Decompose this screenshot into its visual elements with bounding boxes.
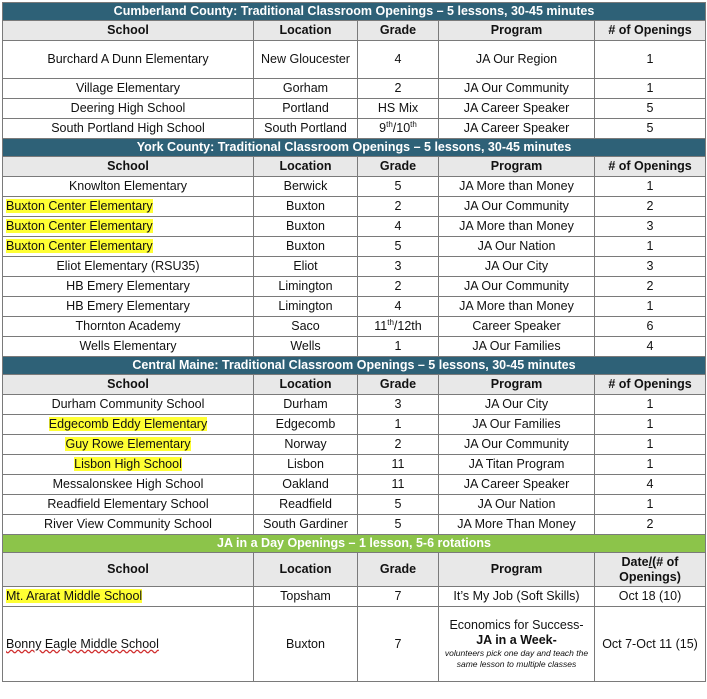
grade-cell: 5 [358, 237, 439, 257]
school-cell [3, 217, 254, 237]
program-cell: JA Our Community [439, 435, 595, 455]
central-section-header [3, 357, 706, 375]
table-row [3, 177, 706, 197]
grade-cell: 11 [358, 455, 439, 475]
openings-cell: Oct 7-Oct 11 (15) [595, 607, 706, 682]
program-cell: JA Our Nation [439, 237, 595, 257]
table-row [3, 435, 706, 455]
highlighted-school: Edgecomb Eddy Elementary [48, 417, 208, 431]
column-header-row [3, 375, 706, 395]
grade-part: /12th [393, 319, 422, 333]
location-cell: Durham [254, 395, 358, 415]
grade-cell: 4 [358, 217, 439, 237]
location-cell: Gorham [254, 79, 358, 99]
openings-cell: 3 [595, 217, 706, 237]
school-cell [3, 587, 254, 607]
program-cell: JA More than Money [439, 297, 595, 317]
grade-cell: 2 [358, 79, 439, 99]
location-cell: Oakland [254, 475, 358, 495]
program-cell: JA Our City [439, 395, 595, 415]
school-cell: Knowlton Elementary [3, 177, 254, 197]
openings-cell: 1 [595, 495, 706, 515]
openings-cell: 1 [595, 435, 706, 455]
grade-header: Grade [358, 553, 439, 587]
table-row [3, 475, 706, 495]
school-cell: Messalonskee High School [3, 475, 254, 495]
table-row [3, 257, 706, 277]
program-cell: JA Our Families [439, 337, 595, 357]
location-cell: Berwick [254, 177, 358, 197]
grade-part: /10 [392, 121, 411, 135]
location-header: Location [254, 553, 358, 587]
program-cell: JA Our Region [439, 41, 595, 79]
table-row [3, 455, 706, 475]
openings-header: # of Openings [595, 375, 706, 395]
column-header-row [3, 21, 706, 41]
date-openings-header [595, 553, 706, 587]
openings-cell: 6 [595, 317, 706, 337]
program-cell: JA Our Community [439, 79, 595, 99]
location-cell: Buxton [254, 607, 358, 682]
grade-cell: 2 [358, 435, 439, 455]
table-row [3, 607, 706, 682]
york-section-header [3, 139, 706, 157]
table-row [3, 197, 706, 217]
program-cell: JA Our Families [439, 415, 595, 435]
location-header: Location [254, 157, 358, 177]
york-title: York County: Traditional Classroom Openings – 5 lessons, 30-45 minutes [3, 139, 706, 157]
program-cell: Career Speaker [439, 317, 595, 337]
grade-sup: th [410, 119, 417, 129]
grade-sup: th [387, 317, 394, 327]
location-cell: Edgecomb [254, 415, 358, 435]
openings-cell: 2 [595, 197, 706, 217]
program-cell [439, 607, 595, 682]
openings-cell: 1 [595, 237, 706, 257]
openings-cell: 1 [595, 395, 706, 415]
school-cell: Thornton Academy [3, 317, 254, 337]
grade-header: Grade [358, 157, 439, 177]
program-cell: JA Career Speaker [439, 475, 595, 495]
location-header: Location [254, 375, 358, 395]
grade-cell: 11 [358, 475, 439, 495]
column-header-row [3, 157, 706, 177]
grade-sup: th [386, 119, 393, 129]
grade-cell: 5 [358, 177, 439, 197]
school-cell: Readfield Elementary School [3, 495, 254, 515]
table-row [3, 337, 706, 357]
school-name: Bonny Eagle Middle School [6, 636, 159, 651]
table-row [3, 99, 706, 119]
location-cell: Limington [254, 277, 358, 297]
highlighted-school: Mt. Ararat Middle School [6, 589, 143, 603]
program-line: Economics for Success- [449, 618, 584, 632]
highlighted-school: Buxton Center Elementary [6, 219, 153, 233]
cumberland-title: Cumberland County: Traditional Classroom Openings – 5 lessons, 30-45 minutes [3, 3, 706, 21]
program-cell: JA Our Community [439, 277, 595, 297]
date-header-part: # of Openings) [619, 554, 681, 584]
program-cell: JA More than Money [439, 217, 595, 237]
highlighted-school: Buxton Center Elementary [6, 239, 153, 253]
openings-cell: 1 [595, 455, 706, 475]
program-line-bold: JA in a Week- [476, 633, 557, 647]
table-row [3, 515, 706, 535]
school-cell [3, 415, 254, 435]
table-row [3, 587, 706, 607]
school-cell: Village Elementary [3, 79, 254, 99]
jaday-title: JA in a Day Openings – 1 lesson, 5-6 rotations [3, 535, 706, 553]
grade-header: Grade [358, 21, 439, 41]
grade-cell: 2 [358, 197, 439, 217]
openings-cell: 2 [595, 515, 706, 535]
grade-cell: 7 [358, 587, 439, 607]
program-cell: It’s My Job (Soft Skills) [439, 587, 595, 607]
location-cell: Topsham [254, 587, 358, 607]
openings-header: # of Openings [595, 157, 706, 177]
cumberland-section-header [3, 3, 706, 21]
table-row [3, 395, 706, 415]
openings-cell: 3 [595, 257, 706, 277]
location-cell: Portland [254, 99, 358, 119]
date-header-part: Date [621, 554, 649, 569]
school-cell: Durham Community School [3, 395, 254, 415]
table-row [3, 277, 706, 297]
school-cell: River View Community School [3, 515, 254, 535]
openings-cell: 4 [595, 475, 706, 495]
program-cell: JA More than Money [439, 177, 595, 197]
school-cell: South Portland High School [3, 119, 254, 139]
grade-cell: 5 [358, 495, 439, 515]
grade-cell: 5 [358, 515, 439, 535]
table-row [3, 217, 706, 237]
program-cell: JA More Than Money [439, 515, 595, 535]
location-header: Location [254, 21, 358, 41]
table-row [3, 41, 706, 79]
table-row [3, 415, 706, 435]
grade-cell: 4 [358, 297, 439, 317]
program-cell: JA Our Nation [439, 495, 595, 515]
location-cell: Buxton [254, 237, 358, 257]
location-cell: Lisbon [254, 455, 358, 475]
school-cell [3, 607, 254, 682]
program-cell: JA Career Speaker [439, 119, 595, 139]
school-cell: Wells Elementary [3, 337, 254, 357]
table-row [3, 297, 706, 317]
location-cell: South Gardiner [254, 515, 358, 535]
program-cell: JA Our Community [439, 197, 595, 217]
openings-cell: Oct 18 (10) [595, 587, 706, 607]
openings-cell: 2 [595, 277, 706, 297]
openings-header: # of Openings [595, 21, 706, 41]
program-header: Program [439, 375, 595, 395]
openings-cell: 1 [595, 297, 706, 317]
grade-cell: 3 [358, 257, 439, 277]
highlighted-school: Buxton Center Elementary [6, 199, 153, 213]
grade-part: 9 [379, 121, 387, 135]
school-header: School [3, 553, 254, 587]
table-row [3, 79, 706, 99]
column-header-row [3, 553, 706, 587]
grade-cell: HS Mix [358, 99, 439, 119]
school-cell: Burchard A Dunn Elementary [3, 41, 254, 79]
program-note: volunteers pick one day and teach the same lesson to multiple classes [444, 648, 589, 669]
location-cell: Saco [254, 317, 358, 337]
school-header: School [3, 375, 254, 395]
program-header: Program [439, 157, 595, 177]
school-cell: Deering High School [3, 99, 254, 119]
program-header: Program [439, 553, 595, 587]
location-cell: Buxton [254, 197, 358, 217]
location-cell: Limington [254, 297, 358, 317]
location-cell: New Gloucester [254, 41, 358, 79]
grade-cell: 1 [358, 415, 439, 435]
highlighted-school: Guy Rowe Elementary [65, 437, 191, 451]
openings-cell: 1 [595, 415, 706, 435]
openings-cell: 5 [595, 99, 706, 119]
table-row [3, 317, 706, 337]
school-cell [3, 197, 254, 217]
table-row [3, 119, 706, 139]
grade-header: Grade [358, 375, 439, 395]
openings-cell: 1 [595, 177, 706, 197]
program-cell: JA Career Speaker [439, 99, 595, 119]
grade-cell [358, 119, 439, 139]
program-header: Program [439, 21, 595, 41]
location-cell: Buxton [254, 217, 358, 237]
grade-cell: 7 [358, 607, 439, 682]
location-cell: Norway [254, 435, 358, 455]
location-cell: South Portland [254, 119, 358, 139]
central-title: Central Maine: Traditional Classroom Openings – 5 lessons, 30-45 minutes [3, 357, 706, 375]
school-cell [3, 435, 254, 455]
location-cell: Wells [254, 337, 358, 357]
school-cell: HB Emery Elementary [3, 297, 254, 317]
school-cell [3, 455, 254, 475]
openings-cell: 1 [595, 41, 706, 79]
openings-cell: 1 [595, 79, 706, 99]
openings-cell: 4 [595, 337, 706, 357]
grade-cell [358, 317, 439, 337]
grade-cell: 4 [358, 41, 439, 79]
openings-table [2, 2, 706, 682]
school-cell: HB Emery Elementary [3, 277, 254, 297]
highlighted-school: Lisbon High School [74, 457, 182, 471]
program-cell: JA Our City [439, 257, 595, 277]
school-header: School [3, 157, 254, 177]
openings-cell: 5 [595, 119, 706, 139]
school-cell [3, 237, 254, 257]
school-header: School [3, 21, 254, 41]
table-row [3, 237, 706, 257]
grade-cell: 2 [358, 277, 439, 297]
grade-cell: 1 [358, 337, 439, 357]
table-row [3, 495, 706, 515]
location-cell: Readfield [254, 495, 358, 515]
date-header-part: /( [648, 554, 657, 569]
location-cell: Eliot [254, 257, 358, 277]
jaday-section-header [3, 535, 706, 553]
grade-part: 11 [374, 319, 388, 333]
grade-cell: 3 [358, 395, 439, 415]
school-cell: Eliot Elementary (RSU35) [3, 257, 254, 277]
program-cell: JA Titan Program [439, 455, 595, 475]
